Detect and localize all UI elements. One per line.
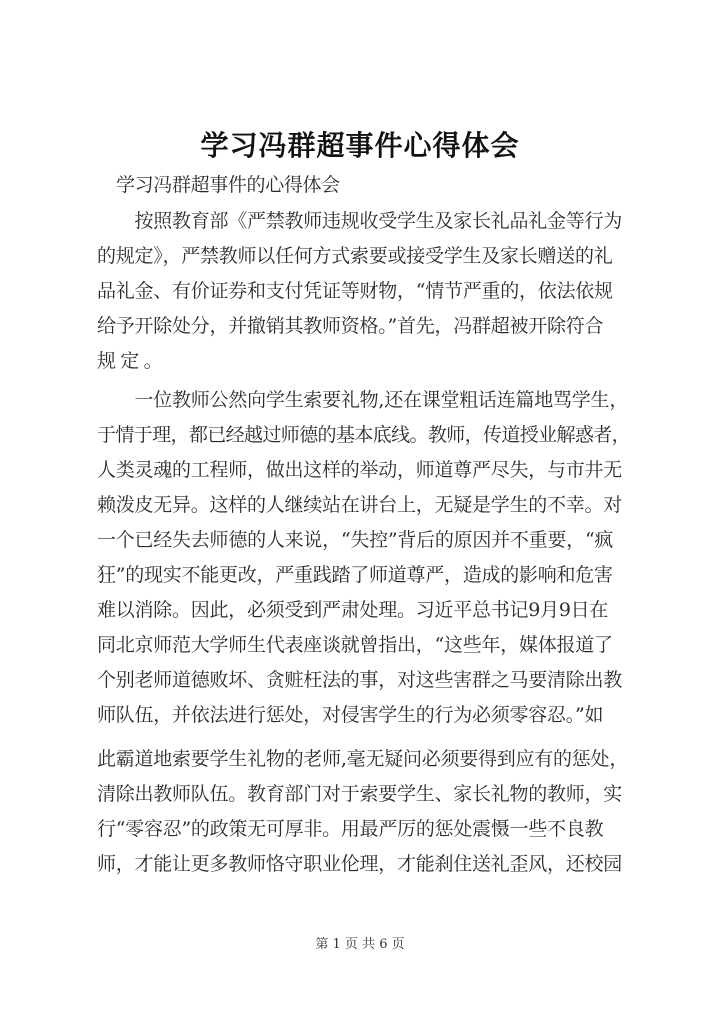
text-line: 给予开除处分，并撤销其教师资格。”首先，冯群超被开除符合	[97, 315, 604, 337]
text-line: 师，才能让更多教师恪守职业伦理，才能刹住送礼歪风，还校园	[97, 853, 623, 875]
subtitle-text: 学习冯群超事件的心得体会	[116, 174, 340, 196]
text-line: 规定。	[97, 350, 167, 372]
text-line: 于情于理，都已经越过师德的基本底线。教师，传道授业解惑者，	[97, 424, 631, 446]
text-line: 个别老师道德败坏、贪赃枉法的事，对这些害群之马要清除出教	[97, 669, 623, 691]
text-line: 清除出教师队伍。教育部门对于索要学生、家长礼物的教师，实	[97, 783, 623, 805]
text-line: 师队伍，并依法进行惩处，对侵害学生的行为必须零容忍。”如	[97, 704, 604, 726]
text-line: 狂”的现实不能更改，严重践踏了师道尊严，造成的影响和危害	[97, 564, 613, 586]
document-subtitle	[97, 172, 637, 198]
text-line: 难以消除。因此，必须受到严肃处理。习近平总书记9月9日在	[97, 599, 609, 621]
text-line: 此霸道地索要学生礼物的老师,毫无疑问必须要得到应有的惩处，	[97, 748, 629, 770]
text-line: 的规定》，严禁教师以任何方式索要或接受学生及家长赠送的礼	[97, 245, 613, 267]
text-line: 按照教育部《严禁教师违规收受学生及家长礼品礼金等行为	[97, 210, 623, 232]
text-line: 人类灵魂的工程师，做出这样的举动，师道尊严尽失，与市井无	[97, 459, 623, 481]
text-line: 行“零容忍”的政策无可厚非。用最严厉的惩处震慑一些不良教	[97, 818, 604, 840]
text-line: 品礼金、有价证券和支付凭证等财物，“情节严重的，依法依规	[97, 280, 613, 302]
text-line: 一个已经失去师德的人来说，“失控”背后的原因并不重要，“疯	[97, 529, 614, 551]
document-title: 学习冯群超事件心得体会	[200, 129, 520, 162]
page-indicator: 第 1 页 共 6 页	[315, 937, 405, 952]
text-line: 赖泼皮无异。这样的人继续站在讲台上，无疑是学生的不幸。对	[97, 494, 623, 516]
text-line: 一位教师公然向学生索要礼物,还在课堂粗话连篇地骂学生，	[97, 389, 629, 411]
text-line: 同北京师范大学师生代表座谈就曾指出，“这些年，媒体报道了	[97, 634, 613, 656]
